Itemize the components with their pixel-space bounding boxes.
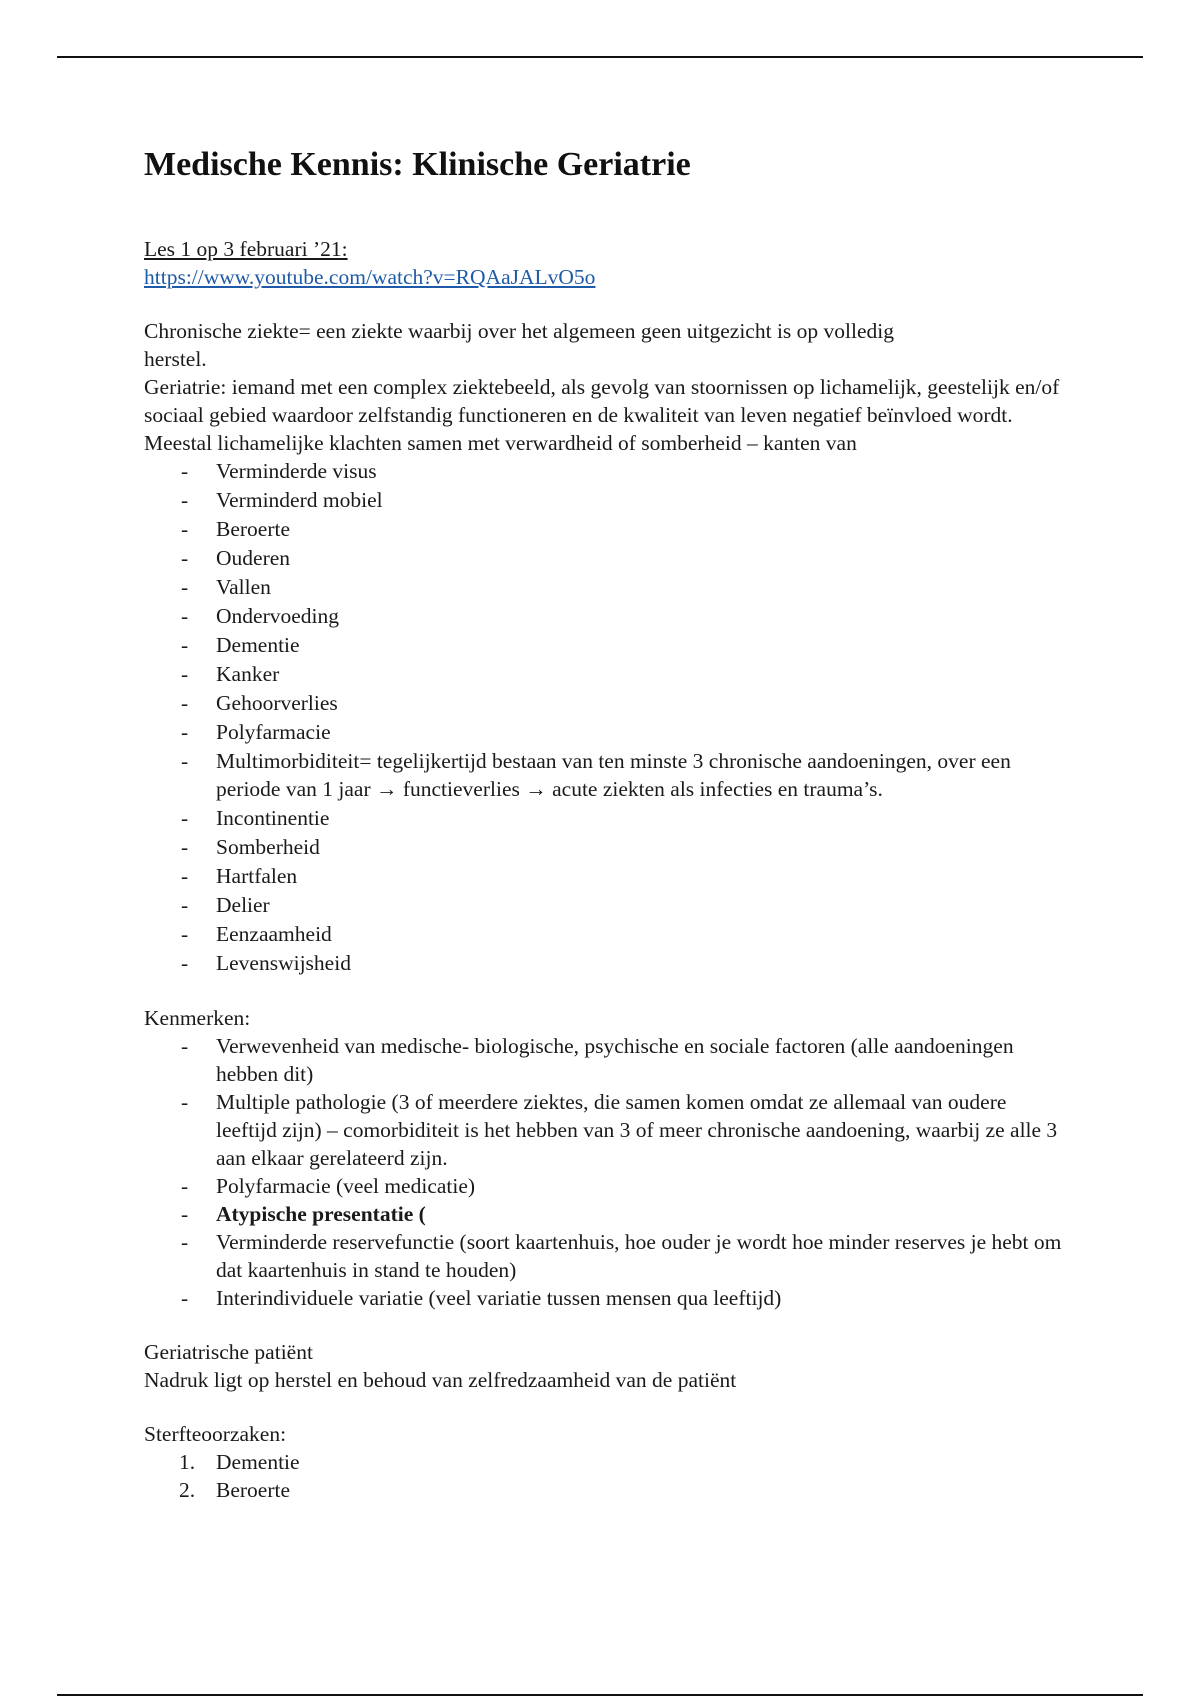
list-item: - Dementie: [181, 633, 300, 657]
list-item: - Polyfarmacie: [181, 720, 331, 744]
causes-heading: Sterfteoorzaken:: [144, 1422, 287, 1446]
atypical-presentation: Atypische presentatie (: [216, 1202, 426, 1226]
patient-heading: Geriatrische patiënt: [144, 1340, 313, 1364]
geriatrie-definition: Geriatrie: iemand met een complex ziektebeeld, als gevolg van stoornissen op lichamelijk, geestelijk en/of sociaal gebied waardoor zelfstandig functioneren en de kwaliteit van leven negatief beïnvloed wordt. Meestal lichamelijke klachten samen met verwardheid of somberheid – kanten van: [144, 375, 1060, 455]
bottom-rule: [57, 1694, 1143, 1696]
chronic-disease-definition: [144, 317, 1064, 373]
list-item: - Delier: [181, 893, 270, 917]
list-item: - Somberheid: [181, 835, 320, 859]
list-item: - Interindividuele variatie (veel variatie tussen mensen qua leeftijd): [181, 1286, 782, 1310]
list-item: 2. Beroerte: [179, 1478, 291, 1502]
list-item: - Levenswijsheid: [181, 951, 351, 975]
list-item: - Beroerte: [181, 517, 291, 541]
lesson-heading: Les 1 op 3 februari ’21:: [144, 237, 348, 261]
list-item: - Incontinentie: [181, 806, 330, 830]
kenmerken-list: [144, 1032, 1064, 1312]
list-item: - Ondervoeding: [181, 604, 339, 628]
list-item: - Kanker: [181, 662, 280, 686]
intro-line-1: Chronische ziekte= een ziekte waarbij over het algemeen geen uitgezicht is op volledig: [144, 319, 895, 343]
kenmerken-heading: Kenmerken:: [144, 1006, 251, 1030]
list-item: - Polyfarmacie (veel medicatie): [181, 1174, 476, 1198]
causes-list: [144, 1448, 1064, 1504]
top-rule: [57, 56, 1143, 58]
list-item: - Verminderd mobiel: [181, 488, 383, 512]
list-item: - Multiple pathologie (3 of meerdere ziektes, die samen komen omdat ze allemaal van oudere leeftijd zijn) – comorbiditeit is het hebben van 3 of meer chronische aandoening, waarbij ze alle 3 aan elkaar gerelateerd zijn.: [181, 1090, 1058, 1170]
list-item: - Gehoorverlies: [181, 691, 338, 715]
list-item: 1. Dementie: [179, 1450, 300, 1474]
list-item: - Multimorbiditeit= tegelijkertijd bestaan van ten minste 3 chronische aandoeningen, over een periode van 1 jaar → functieverlies → acute ziekten als infecties en trauma’s.: [181, 749, 1011, 801]
document-title: Medische Kennis: Klinische Geriatrie: [144, 146, 691, 183]
intro-line-2: herstel.: [144, 347, 207, 371]
document-page: [144, 140, 1064, 1504]
patient-text: Nadruk ligt op herstel en behoud van zelfredzaamheid van de patiënt: [144, 1368, 737, 1392]
list-item: - Verwevenheid van medische- biologische, psychische en sociale factoren (alle aandoeningen hebben dit): [181, 1034, 1014, 1086]
list-item: - Atypische presentatie (: [181, 1202, 426, 1226]
list-item: - Ouderen: [181, 546, 291, 570]
list-item: - Eenzaamheid: [181, 922, 332, 946]
aspects-list: [144, 457, 1064, 977]
list-item: - Vallen: [181, 575, 271, 599]
list-item: - Verminderde reservefunctie (soort kaartenhuis, hoe ouder je wordt hoe minder reserves je hebt om dat kaartenhuis in stand te houden): [181, 1230, 1062, 1282]
lesson-video-link[interactable]: https://www.youtube.com/watch?v=RQAaJALvO5o: [144, 265, 596, 289]
list-item: - Verminderde visus: [181, 459, 377, 483]
list-item: - Hartfalen: [181, 864, 298, 888]
